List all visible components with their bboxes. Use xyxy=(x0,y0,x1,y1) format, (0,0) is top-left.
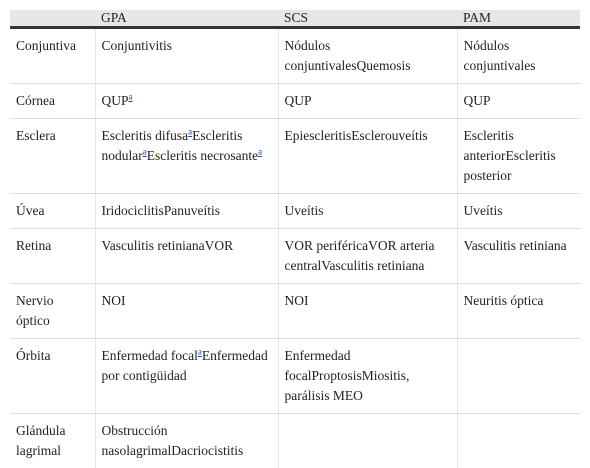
cell-text: Obstrucción nasolagrimalDacriocistitis xyxy=(102,423,244,458)
cell-gpa xyxy=(95,28,278,84)
footnote-marker xyxy=(258,147,262,157)
row-label: Esclera xyxy=(10,119,95,194)
cell-scs xyxy=(278,284,457,339)
cell-text: NOI xyxy=(102,293,126,308)
table-body xyxy=(10,28,580,468)
cell-text: NOI xyxy=(285,293,309,308)
cell-text: Vasculitis retinianaVOR xyxy=(102,238,234,253)
footnote-link[interactable]: a xyxy=(198,347,202,357)
vasculitis-ocular-table xyxy=(10,10,580,468)
table-row xyxy=(10,284,580,339)
footnote-link[interactable]: a xyxy=(258,147,262,157)
cell-text: Escleritis nodular xyxy=(102,128,243,163)
header-scs: SCS xyxy=(278,10,457,28)
cell-text: Escleritis anteriorEscleritis posterior xyxy=(464,128,556,183)
footnote-marker xyxy=(129,92,133,102)
cell-text: Escleritis difusa xyxy=(102,128,189,143)
cell-text: Enfermedad por contigüidad xyxy=(102,348,268,383)
cell-pam xyxy=(457,119,580,194)
table-row xyxy=(10,84,580,119)
cell-pam xyxy=(457,339,580,414)
cell-text: QUP xyxy=(285,93,312,108)
cell-gpa xyxy=(95,194,278,229)
table-row xyxy=(10,414,580,468)
cell-text: Nódulos conjuntivales xyxy=(464,38,536,73)
cell-pam xyxy=(457,229,580,284)
table-row xyxy=(10,119,580,194)
cell-text: Neuritis óptica xyxy=(464,293,544,308)
cell-gpa xyxy=(95,229,278,284)
cell-scs xyxy=(278,414,457,468)
header-pam: PAM xyxy=(457,10,580,28)
cell-gpa xyxy=(95,339,278,414)
cell-text: EpiescleritisEsclerouveítis xyxy=(285,128,428,143)
footnote-link[interactable]: a xyxy=(188,127,192,137)
cell-pam xyxy=(457,284,580,339)
row-label: Nervio óptico xyxy=(10,284,95,339)
table-row xyxy=(10,229,580,284)
cell-scs xyxy=(278,194,457,229)
header-empty xyxy=(10,10,95,28)
cell-pam xyxy=(457,194,580,229)
cell-text: Escleritis necrosante xyxy=(147,148,258,163)
cell-gpa xyxy=(95,284,278,339)
cell-scs xyxy=(278,119,457,194)
cell-text: QUP xyxy=(464,93,491,108)
table-row xyxy=(10,339,580,414)
table-header xyxy=(10,10,580,28)
cell-scs xyxy=(278,229,457,284)
row-label: Conjuntiva xyxy=(10,28,95,84)
cell-scs xyxy=(278,84,457,119)
cell-pam xyxy=(457,28,580,84)
cell-text: Enfermedad focalProptosisMiositis, parálisis MEO xyxy=(285,348,410,403)
cell-scs xyxy=(278,339,457,414)
cell-text: VOR periféricaVOR arteria centralVasculitis retiniana xyxy=(285,238,435,273)
table-row xyxy=(10,28,580,84)
cell-gpa xyxy=(95,119,278,194)
cell-text: Uveítis xyxy=(464,203,503,218)
cell-text: Conjuntivitis xyxy=(102,38,173,53)
header-row xyxy=(10,10,580,28)
row-label: Órbita xyxy=(10,339,95,414)
cell-text: QUP xyxy=(102,93,129,108)
row-label: Córnea xyxy=(10,84,95,119)
header-gpa: GPA xyxy=(95,10,278,28)
cell-text: IridociclitisPanuveítis xyxy=(102,203,220,218)
cell-pam xyxy=(457,84,580,119)
cell-gpa xyxy=(95,84,278,119)
row-label: Úvea xyxy=(10,194,95,229)
cell-text: Uveítis xyxy=(285,203,324,218)
cell-scs xyxy=(278,28,457,84)
cell-text: Nódulos conjuntivalesQuemosis xyxy=(285,38,411,73)
row-label: Glándula lagrimal xyxy=(10,414,95,468)
footnote-link[interactable]: a xyxy=(129,92,133,102)
cell-pam xyxy=(457,414,580,468)
row-label: Retina xyxy=(10,229,95,284)
cell-text: Vasculitis retiniana xyxy=(464,238,567,253)
footnote-link[interactable]: a xyxy=(143,147,147,157)
table-row xyxy=(10,194,580,229)
cell-text: Enfermedad focal xyxy=(102,348,198,363)
cell-gpa xyxy=(95,414,278,468)
